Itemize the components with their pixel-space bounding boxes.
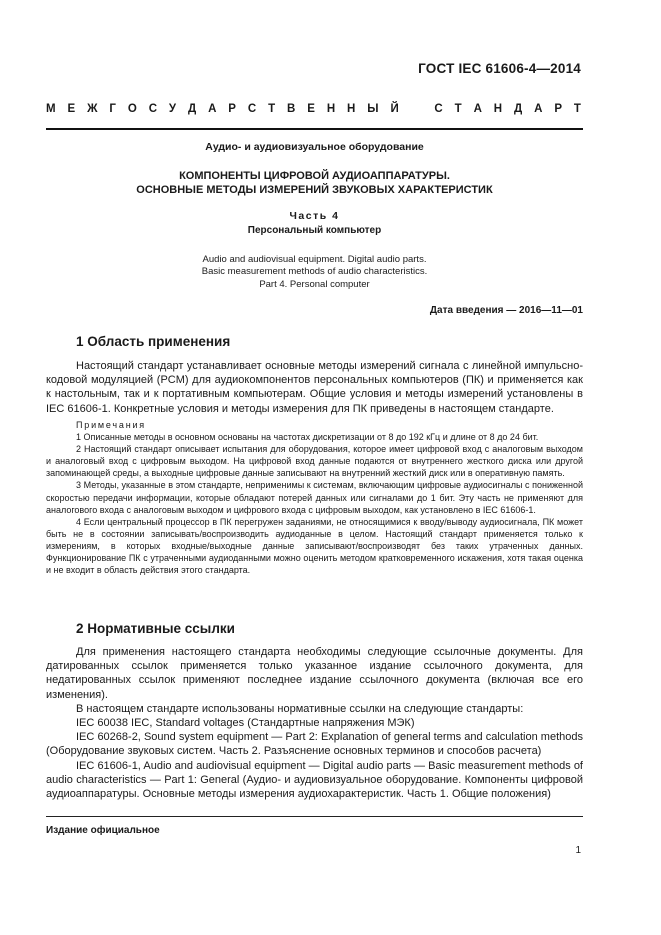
references-body [46,645,583,801]
section-heading-normative-references: 2 Нормативные ссылки [76,621,235,636]
note-item: 3 Методы, указанные в этом стандарте, неприменимы к системам, включающим цифровые аудиосигналы с пониженной скоростью передачи информации, которые обладают потерей данных или сигналами до 1 бит. Эту часть не применяют для аналогового входа с аналоговым выходом и цифрового входа с цифровым выходом, как установлено в IEC 61606-1. [46,480,583,515]
banner-letter: Е [67,103,76,115]
banner-letter: Р [554,103,563,115]
banner-letter: А [473,103,482,115]
reference-item: IEC 60268-2, Sound system equipment — Part 2: Explanation of general terms and calculation methods (Оборудование звуковых систем. Часть 2. Разъяснение основных терминов и способов расчета) [46,731,583,758]
english-title-line3: Part 4. Personal computer [259,278,370,290]
reference-item: IEC 61606-1, Audio and audiovisual equipment — Digital audio parts — Basic measurement methods of audio characteristics — Part 1: General (Аудио- и аудиовизуальное оборудование. Компоненты цифровой аудиоаппаратуры. Основные методы измерения аудиохарактеристик. Часть 1. Общие положения) [46,759,583,801]
notes-heading: Примечания [76,420,146,430]
main-title-line1: КОМПОНЕНТЫ ЦИФРОВОЙ АУДИОАППАРАТУРЫ. [179,170,450,182]
banner-letter: Ы [367,103,379,115]
english-title [46,254,583,291]
banner-letter: Н [347,103,356,115]
banner-letter: В [287,103,296,115]
banner-letter: Н [326,103,336,115]
references-paragraph: В настоящем стандарте использованы нормативные ссылки на следующие стандарты: [76,702,524,715]
banner-letter: Р [228,103,236,115]
section-heading-scope: 1 Область применения [76,334,231,349]
scope-paragraph: Настоящий стандарт устанавливает основные методы измерений сигнала с линейной импульсно-кодовой модуляцией (PCM) для аудиокомпонентов персональных компьютеров (ПК) и применяется как к настольным, так и к портативным компьютерам. Общие условия и методы измерений установлены в IEC 61606-1. Конкретные условия и методы измерения для ПК приведены в настоящем стандарте. [46,360,583,415]
main-title-line2: ОСНОВНЫЕ МЕТОДЫ ИЗМЕРЕНИЙ ЗВУКОВЫХ ХАРАКТЕРИСТИК [136,184,493,196]
standard-type-banner [46,103,581,115]
note-item: 1 Описанные методы в основном основаны на частотах дискретизации от 8 до 192 кГц и длине от 8 до 24 бит. [76,432,539,443]
banner-letter: А [534,103,543,115]
banner-letter: А [208,103,217,115]
banner-letter: Е [307,103,315,115]
header-divider [46,128,583,130]
banner-letter: Й [390,103,399,115]
english-title-line1: Audio and audiovisual equipment. Digital audio parts. [202,254,427,265]
banner-letter: У [168,103,177,115]
note-item: 2 Настоящий стандарт описывает испытания для оборудования, которое имеет цифровой вход с аналоговым выходом и аналоговый вход с цифровым выходом. На цифровой вход данные подаются от внутреннего жесткого диска или другой запоминающей среды, а выходные цифровые данные записывают на внутренний жесткий диск или в оперативную память. [46,444,583,479]
references-paragraph: Для применения настоящего стандарта необходимы следующие ссылочные документы. Для датированных ссылок применяется только указанное издание ссылочного документа, для недатированных ссылок применяют последнее издание ссылочного документа (включая все его изменения). [46,646,583,701]
notes-block [46,419,583,576]
footer-divider [46,816,583,817]
banner-letter: Т [573,103,581,115]
introduction-date: Дата введения — 2016—11—01 [429,305,583,316]
banner-letter: О [127,103,137,115]
scope-body [46,359,583,416]
banner-letter: С [148,103,157,115]
note-item: 4 Если центральный процессор в ПК перегружен заданиями, не относящимися к вводу/выводу аудиосигнала, ПК может быть не в состоянии записывать/воспроизводить аудиоданные в целом. Настоящий стандарт применяется только к измерениям, в которых входные/выходные данные записывают/воспроизводят без таких утраченных данных. Функционирование ПК с утраченными аудиоданными можно оценить методом кратковременного искажения, хотя такая оценка и не входит в область действия этого стандарта. [46,516,583,576]
reference-item: IEC 60038 IEC, Standard voltages (Стандартные напряжения МЭК) [76,717,415,730]
page-number: 1 [575,845,581,856]
banner-letter: Т [454,103,462,115]
banner-letter: Т [268,103,276,115]
banner-letter: С [247,103,257,115]
banner-letter: Д [187,103,197,115]
english-title-line2: Basic measurement methods of audio characteristics. [201,266,428,278]
banner-letter: Н [493,103,503,115]
banner-letter: М [46,103,56,115]
gost-number: ГОСТ IEC 61606-4—2014 [418,61,581,76]
main-title [46,169,583,197]
official-edition-label: Издание официальное [46,825,160,836]
subject-title: Аудио- и аудиовизуальное оборудование [205,141,424,153]
banner-letter: Ж [87,103,98,115]
part-label: Часть 4 [289,210,340,222]
banner-letter: Д [514,103,523,115]
banner-letter: С [434,103,443,115]
banner-letter: Г [109,103,116,115]
part-title: Персональный компьютер [247,225,382,236]
